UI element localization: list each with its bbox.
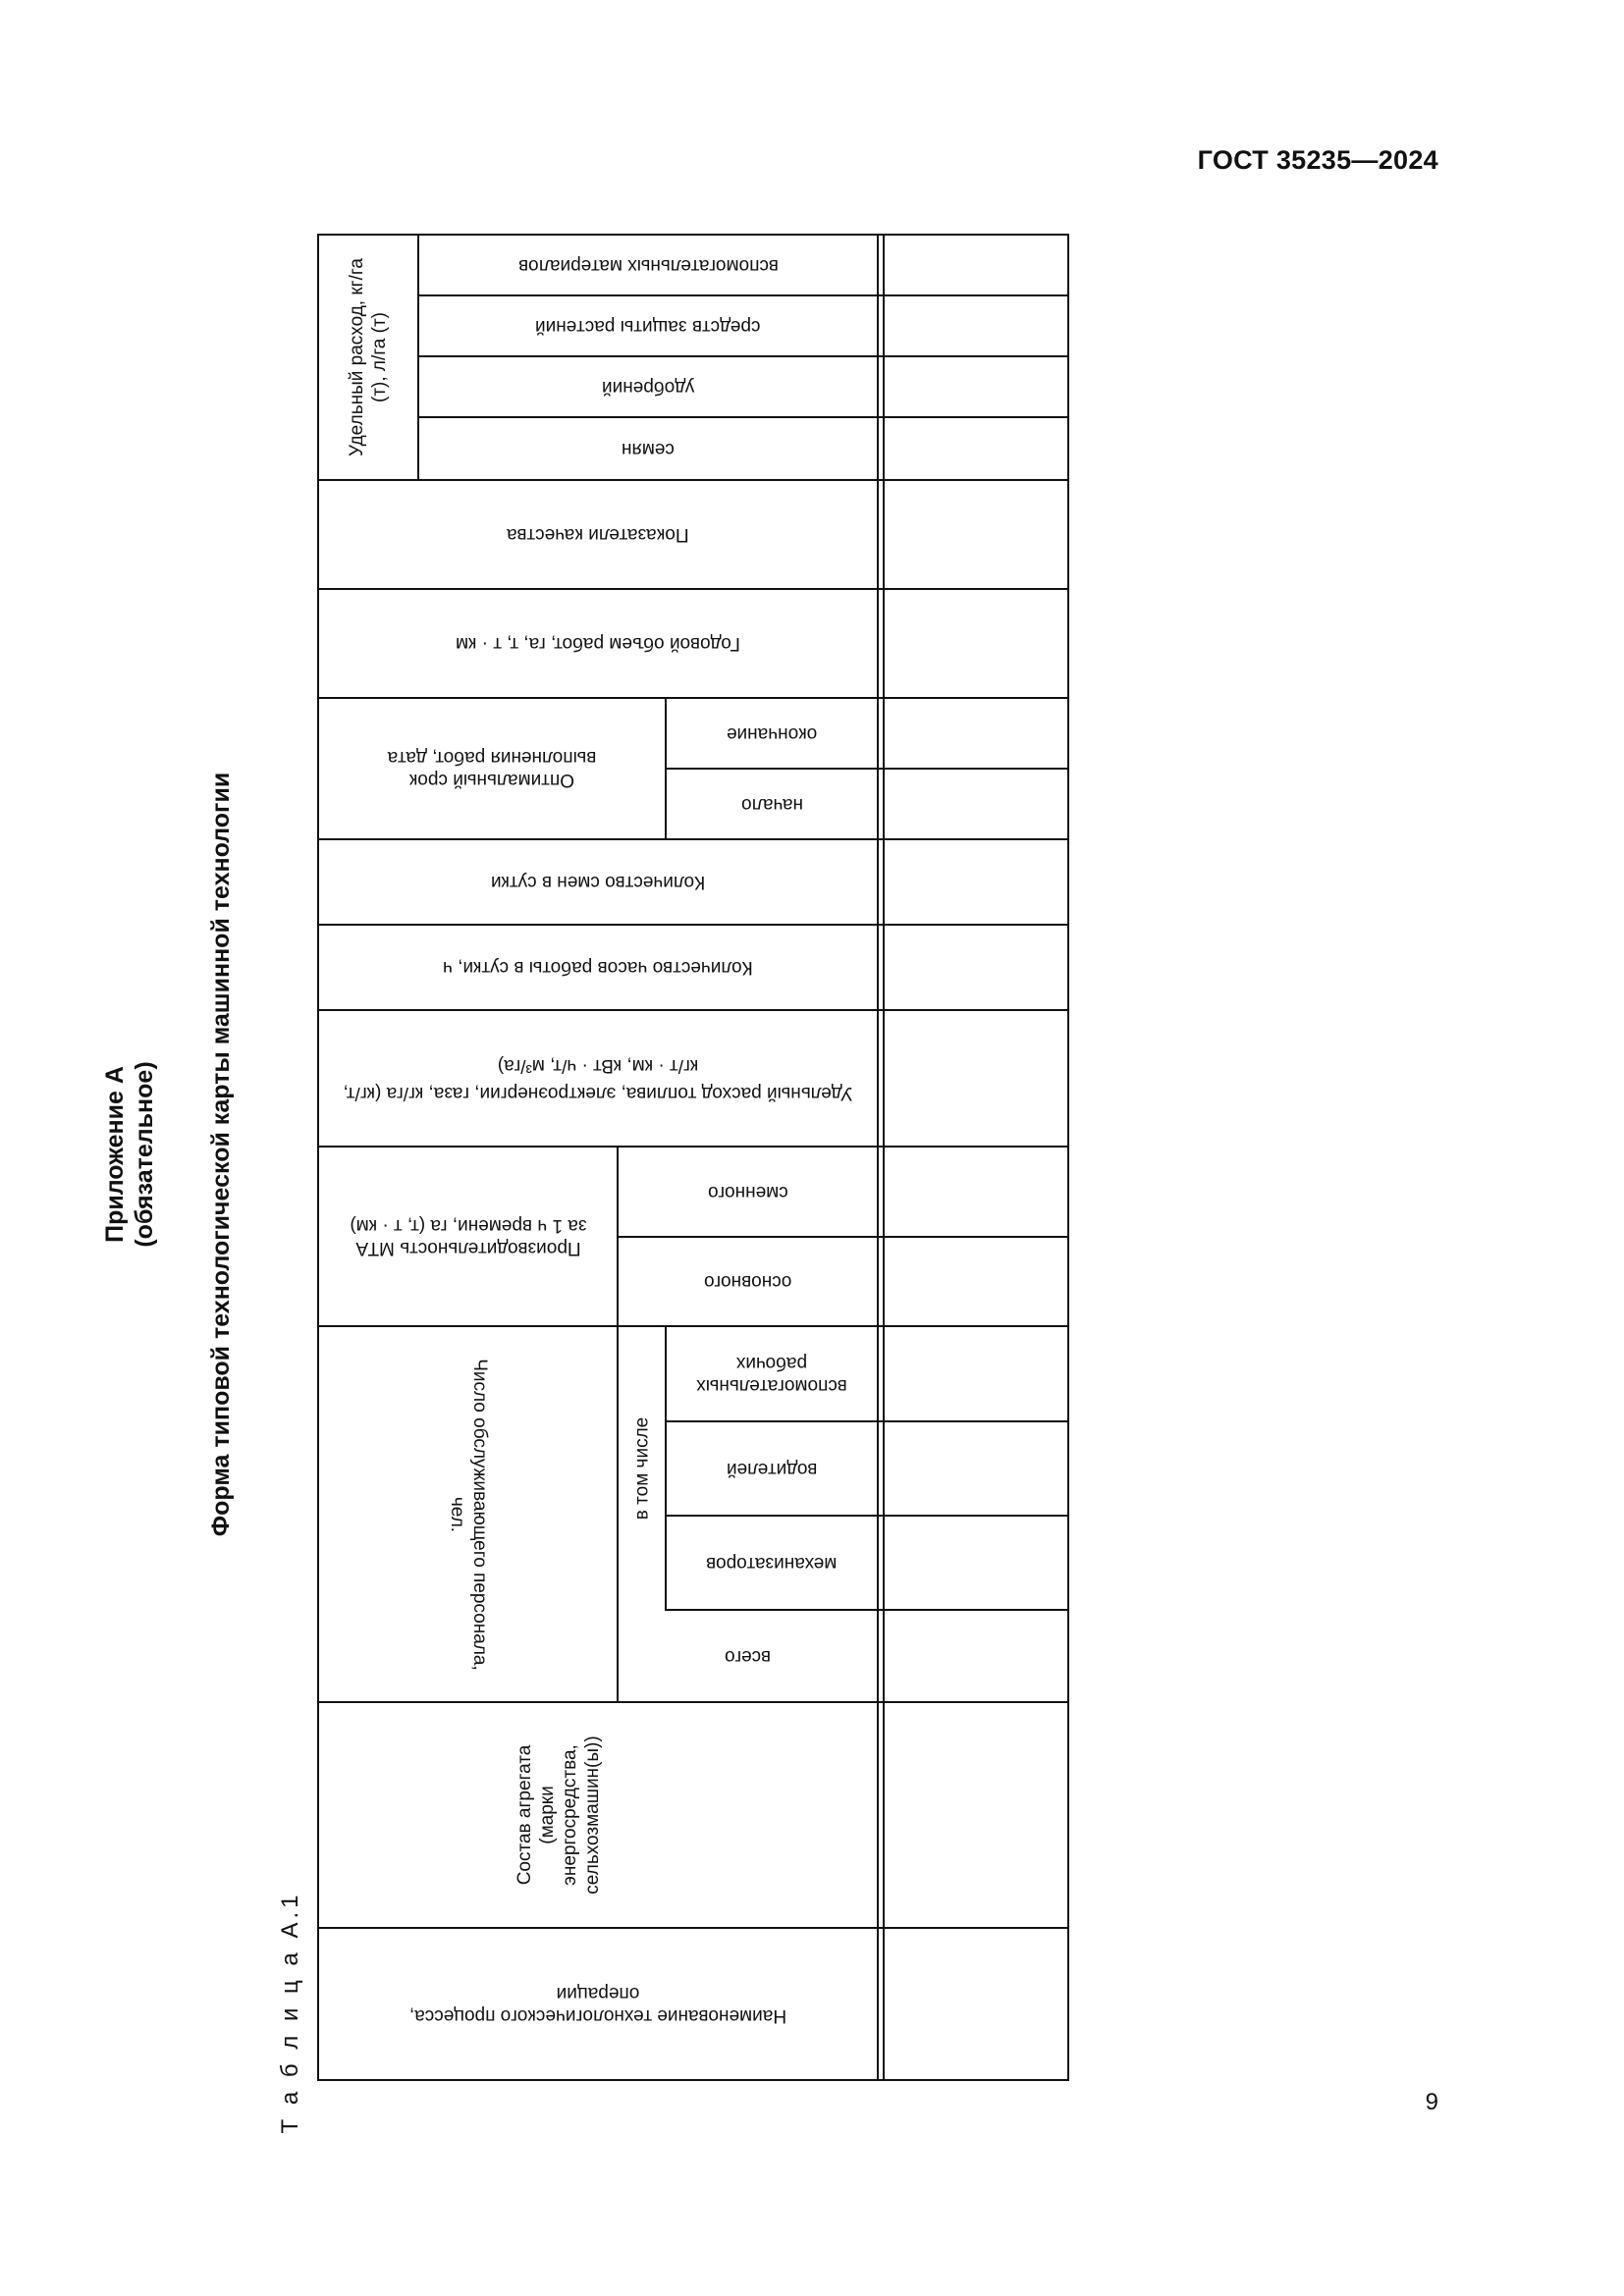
staff-drivers-label: водителей bbox=[726, 1458, 818, 1479]
opt-start-label: начало bbox=[740, 793, 803, 815]
appendix-line-2: (обязательное) bbox=[131, 1061, 158, 1248]
staff-aux-header bbox=[667, 1327, 877, 1420]
table-border-bottom bbox=[317, 2079, 1069, 2081]
spec-aux-label: вспомогательных материалов bbox=[517, 254, 779, 276]
appendix-label bbox=[100, 1061, 159, 1247]
header-separator-1 bbox=[877, 234, 879, 2081]
header-separator-2 bbox=[883, 234, 885, 2081]
prod-shift-label: сменного bbox=[707, 1181, 788, 1202]
page-number: 9 bbox=[1425, 2089, 1438, 2115]
staff-total-label: всего bbox=[724, 1645, 772, 1667]
staff-aux-label: вспомогательных рабочих bbox=[696, 1352, 847, 1396]
productivity-header bbox=[319, 1148, 617, 1325]
document-code: ГОСТ 35235—2024 bbox=[1197, 145, 1438, 175]
productivity-label: Производительность МТА за 1 ч времени, га (т, т · км) bbox=[349, 1214, 587, 1258]
spec-seeds-header bbox=[419, 418, 877, 479]
specific-consumption-label: Удельный расход, кг/га (т), л/га (т) bbox=[347, 258, 390, 456]
operation-name-label: Наименование технологического процесса, операции bbox=[408, 1982, 787, 2026]
opt-end-header bbox=[667, 699, 877, 768]
fuel-consumption-label: Удельный расход топлива, электроэнергии, газа, кг/га (кг/т, кг/т · км, кВт · ч/т, м³/га) bbox=[343, 1054, 853, 1103]
spec-protection-header bbox=[419, 296, 877, 355]
spec-fertilizers-header bbox=[419, 357, 877, 416]
table-border-right bbox=[1067, 234, 1069, 2081]
quality-label: Показатели качества bbox=[507, 524, 689, 545]
prod-main-label: основного bbox=[703, 1271, 792, 1292]
opt-start-header bbox=[667, 770, 877, 838]
unit-composition-label: Состав агрегата (марки энергосредства, сельхозмашин(ы)) bbox=[514, 1735, 604, 1895]
prod-shift-header bbox=[619, 1148, 877, 1236]
operation-name-header bbox=[319, 1929, 877, 2079]
specific-consumption-header bbox=[319, 236, 417, 479]
staff-total-header bbox=[619, 1611, 877, 1701]
staff-incl-header bbox=[619, 1327, 665, 1609]
spec-protection-label: средств защиты растений bbox=[535, 315, 761, 337]
appendix-line-1: Приложение А bbox=[101, 1066, 129, 1243]
hours-per-day-label: Количество часов работы в сутки, ч bbox=[443, 957, 753, 978]
shifts-per-day-header bbox=[319, 840, 877, 924]
optimal-term-label: Оптимальный срок выполнения работ, дата bbox=[387, 747, 597, 790]
quality-header bbox=[319, 481, 877, 588]
annual-volume-header bbox=[319, 590, 877, 697]
staff-incl-label: в том числе bbox=[631, 1416, 652, 1520]
prod-main-header bbox=[619, 1238, 877, 1325]
table-caption: Т а б л и ц а А.1 bbox=[277, 1891, 303, 2134]
annual-volume-label: Годовой объем работ, га, т, т · км bbox=[456, 633, 740, 654]
opt-end-label: окончание bbox=[726, 722, 818, 744]
spec-aux-header bbox=[419, 236, 877, 294]
optimal-term-header bbox=[319, 699, 665, 838]
staff-mech-label: механизаторов bbox=[706, 1552, 838, 1574]
staff-header bbox=[319, 1327, 617, 1701]
fuel-consumption-header bbox=[319, 1011, 877, 1146]
hours-per-day-header bbox=[319, 926, 877, 1009]
unit-composition-header bbox=[319, 1703, 877, 1927]
staff-mech-header bbox=[667, 1517, 877, 1609]
staff-drivers-header bbox=[667, 1422, 877, 1515]
shifts-per-day-label: Количество смен в сутки bbox=[490, 872, 706, 892]
staff-label: Число обслуживающего персонала, чел. bbox=[446, 1358, 490, 1671]
spec-seeds-label: семян bbox=[622, 438, 675, 459]
spec-fertilizers-label: удобрений bbox=[601, 376, 695, 398]
appendix-title: Форма типовой технологической карты машинной технологии bbox=[207, 772, 235, 1537]
